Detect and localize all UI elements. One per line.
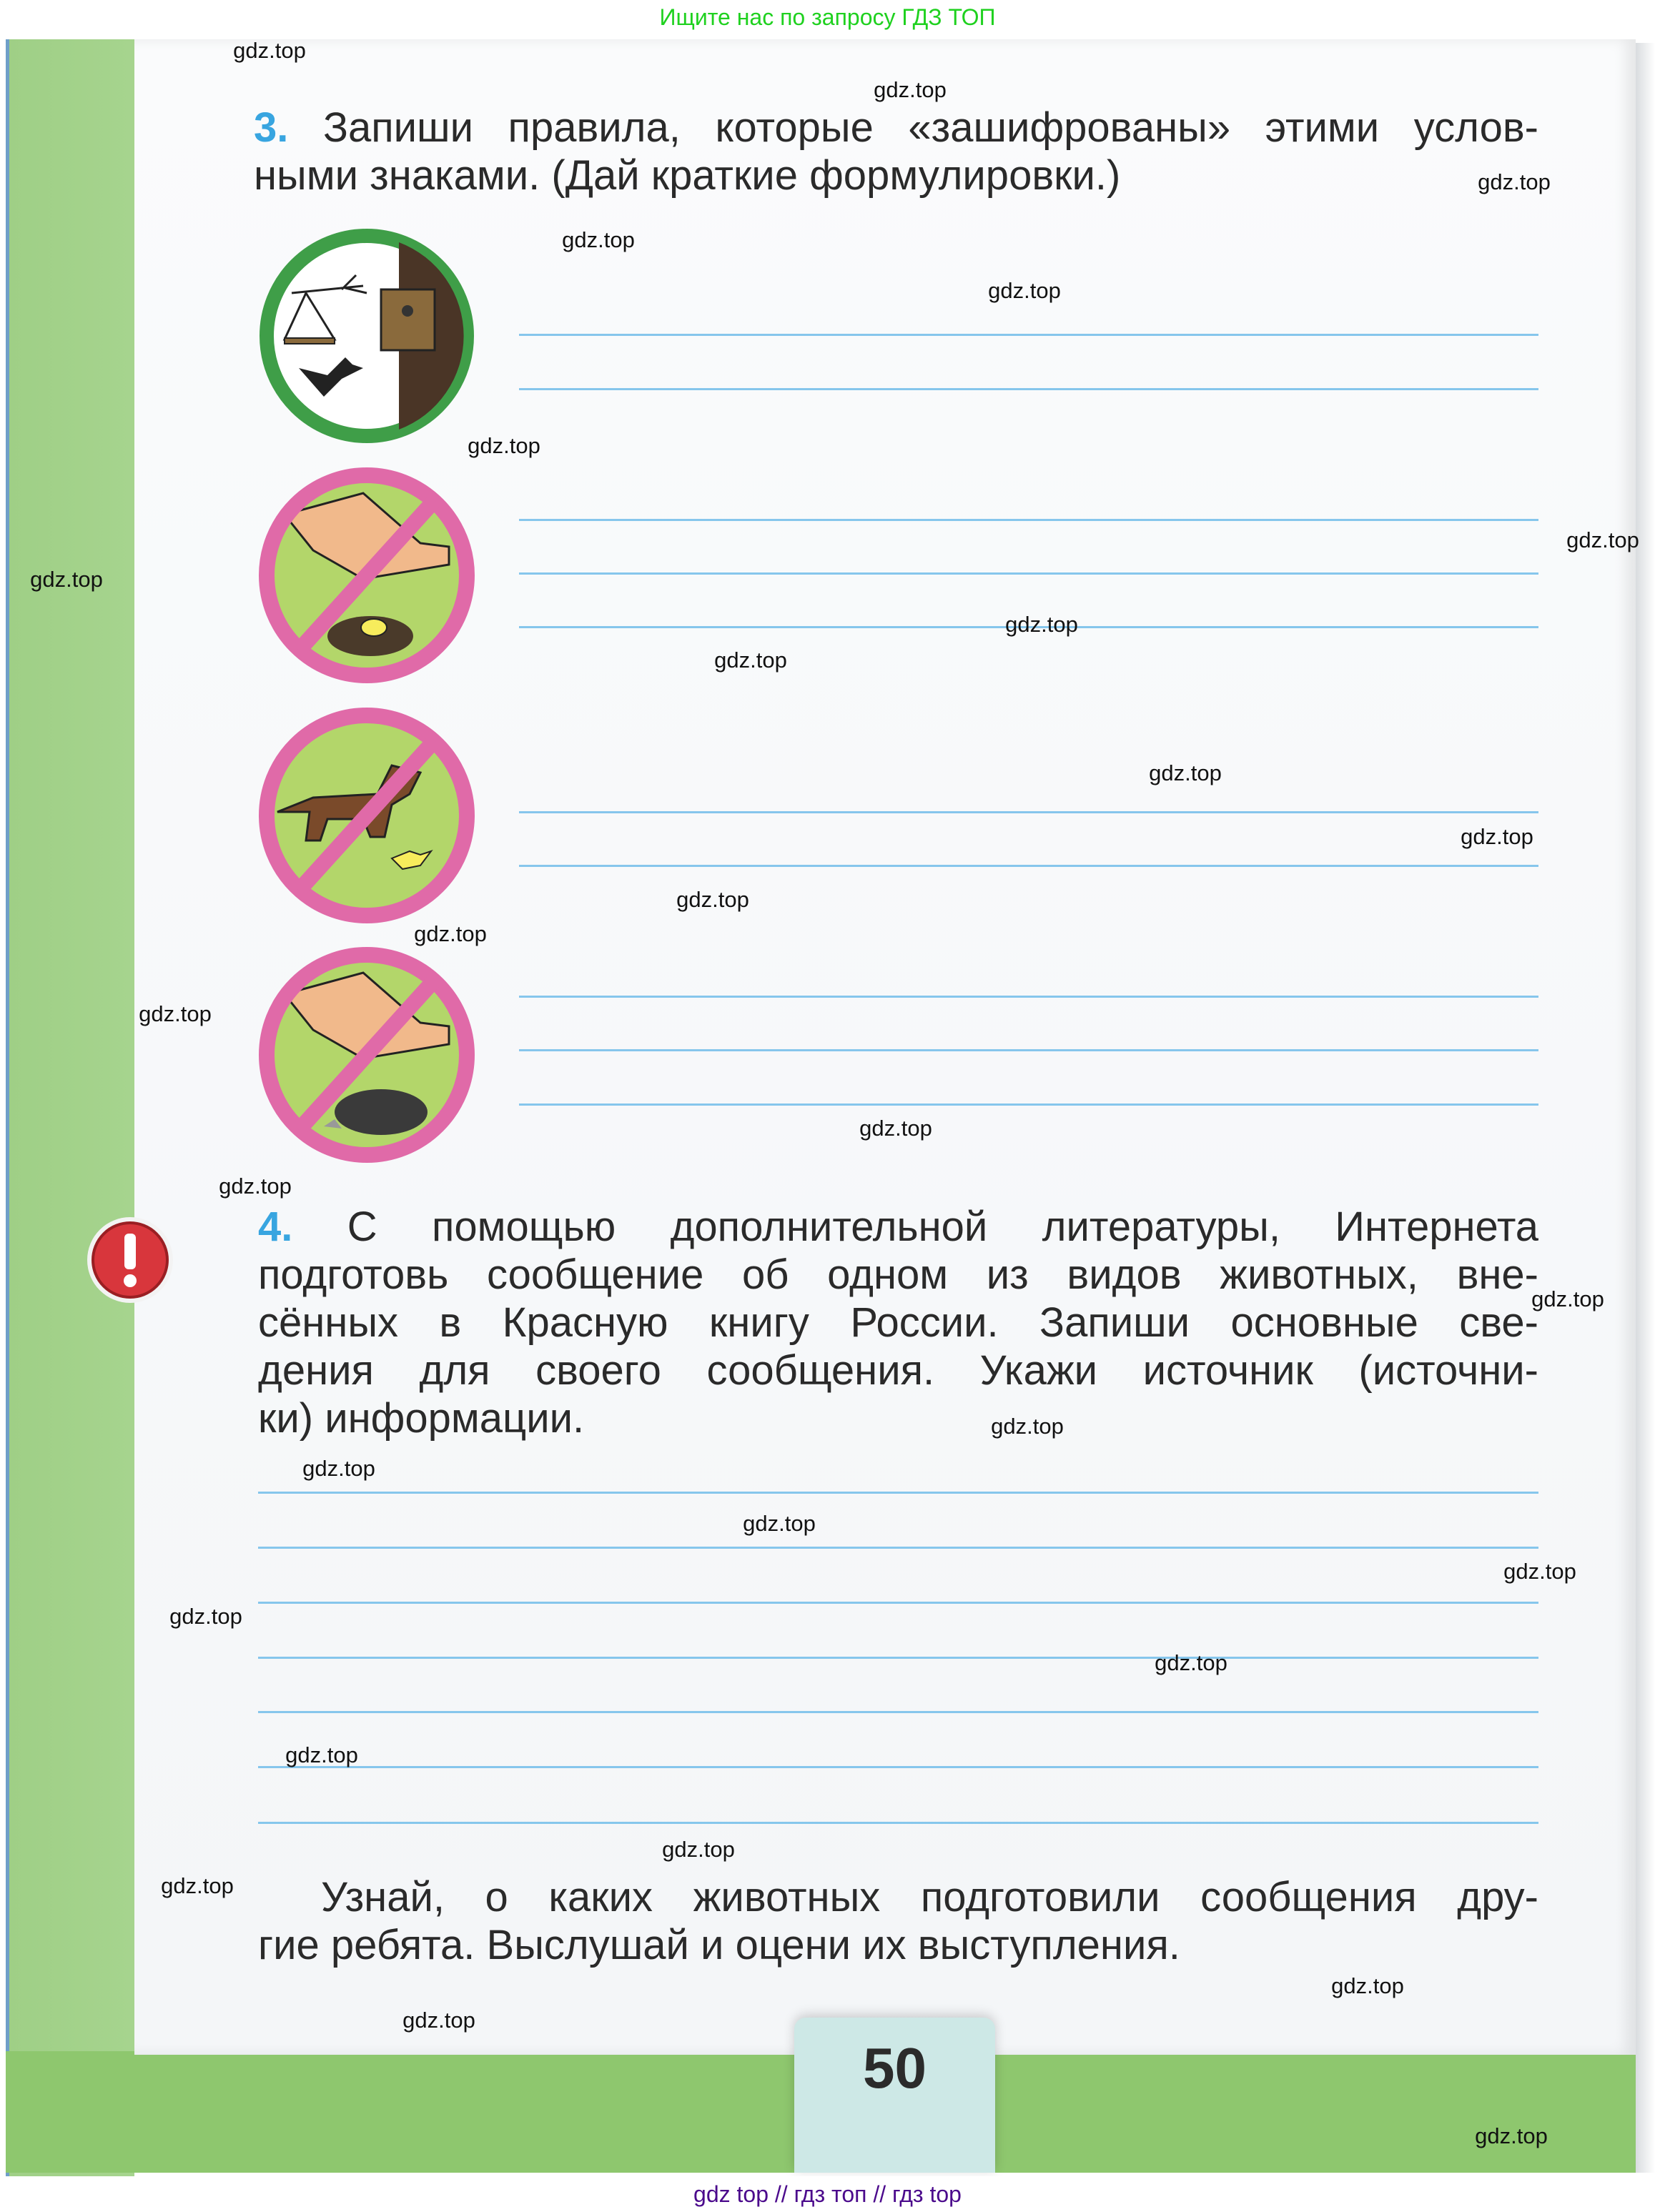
- task4-number: 4.: [258, 1204, 293, 1250]
- answer-line[interactable]: [519, 865, 1538, 867]
- answer-line[interactable]: [258, 1766, 1538, 1768]
- birdhouse-feeder-icon: [256, 225, 478, 447]
- answer-line[interactable]: [519, 1049, 1538, 1051]
- watermark: gdz.top: [1005, 612, 1078, 637]
- top-banner: Ищите нас по запросу ГДЗ ТОП: [659, 4, 996, 30]
- page-number: 50: [863, 2036, 927, 2100]
- watermark: gdz.top: [1155, 1650, 1227, 1675]
- answer-line[interactable]: [258, 1547, 1538, 1549]
- page-edge: [1636, 43, 1655, 2173]
- answer-line[interactable]: [258, 1822, 1538, 1824]
- watermark: gdz.top: [562, 227, 635, 252]
- watermark: gdz.top: [1475, 2123, 1548, 2148]
- no-touching-nest-icon: [256, 465, 478, 686]
- watermark: gdz.top: [1531, 1286, 1604, 1311]
- watermark: gdz.top: [1331, 1973, 1404, 1998]
- task4-text: [258, 1203, 1538, 1442]
- task3-heading: [254, 104, 1538, 199]
- no-dog-chasing-birds-icon: [256, 705, 478, 926]
- answer-line[interactable]: [519, 1103, 1538, 1106]
- answer-line[interactable]: [258, 1602, 1538, 1604]
- answer-line[interactable]: [519, 996, 1538, 998]
- answer-line[interactable]: [258, 1492, 1538, 1494]
- no-touching-hedgehog-icon: [256, 944, 478, 1166]
- watermark: gdz.top: [1478, 169, 1551, 194]
- answer-line[interactable]: [519, 334, 1538, 336]
- watermark: gdz.top: [743, 1511, 816, 1536]
- footer-watermark: gdz top // гдз топ // гдз top: [0, 2176, 1655, 2212]
- watermark: gdz.top: [1503, 1559, 1576, 1584]
- task3-line: ными знаками. (Дай краткие формулировки.): [254, 152, 1121, 199]
- left-green-strip: [6, 39, 134, 2176]
- answer-line[interactable]: [519, 388, 1538, 390]
- closing-note: [258, 1873, 1538, 1969]
- watermark: gdz.top: [676, 887, 749, 912]
- answer-line[interactable]: [519, 811, 1538, 813]
- task4-line: дения для своего сообщения. Укажи источник (источни-: [258, 1347, 1538, 1394]
- answer-line[interactable]: [519, 519, 1538, 521]
- answer-line[interactable]: [258, 1657, 1538, 1659]
- watermark: gdz.top: [219, 1174, 292, 1199]
- closing-line: гие ребята. Выслушай и оцени их выступления.: [258, 1922, 1180, 1968]
- watermark: gdz.top: [169, 1604, 242, 1629]
- task4-line: сённых в Красную книгу России. Запиши основные све-: [258, 1299, 1538, 1346]
- watermark: gdz.top: [874, 77, 947, 102]
- watermark: gdz.top: [859, 1116, 932, 1141]
- watermark: gdz.top: [991, 1414, 1064, 1439]
- task4-line: С помощью дополнительной литературы, Интернета: [347, 1204, 1538, 1250]
- watermark: gdz.top: [139, 1001, 212, 1026]
- task3-number: 3.: [254, 104, 289, 151]
- watermark: gdz.top: [414, 921, 487, 946]
- watermark: gdz.top: [285, 1742, 358, 1767]
- watermark: gdz.top: [402, 2008, 475, 2033]
- watermark: gdz.top: [468, 433, 540, 458]
- task3-line: Запиши правила, которые «зашифрованы» этими услов-: [322, 104, 1538, 151]
- watermark: gdz.top: [30, 567, 103, 592]
- watermark: gdz.top: [1149, 760, 1222, 785]
- watermark: gdz.top: [161, 1873, 234, 1898]
- task4-line: ки) информации.: [258, 1395, 585, 1442]
- watermark: gdz.top: [1566, 527, 1639, 552]
- watermark: gdz.top: [233, 38, 306, 63]
- closing-line: Узнай, о каких животных подготовили сообщения дру-: [321, 1874, 1538, 1920]
- answer-line[interactable]: [258, 1711, 1538, 1713]
- watermark: gdz.top: [988, 278, 1061, 303]
- watermark: gdz.top: [662, 1837, 735, 1862]
- task4-line: подготовь сообщение об одном из видов животных, вне-: [258, 1251, 1538, 1298]
- exclamation-icon: [85, 1215, 175, 1305]
- watermark: gdz.top: [1461, 824, 1533, 849]
- answer-line[interactable]: [519, 572, 1538, 575]
- watermark: gdz.top: [302, 1456, 375, 1481]
- watermark: gdz.top: [714, 648, 787, 673]
